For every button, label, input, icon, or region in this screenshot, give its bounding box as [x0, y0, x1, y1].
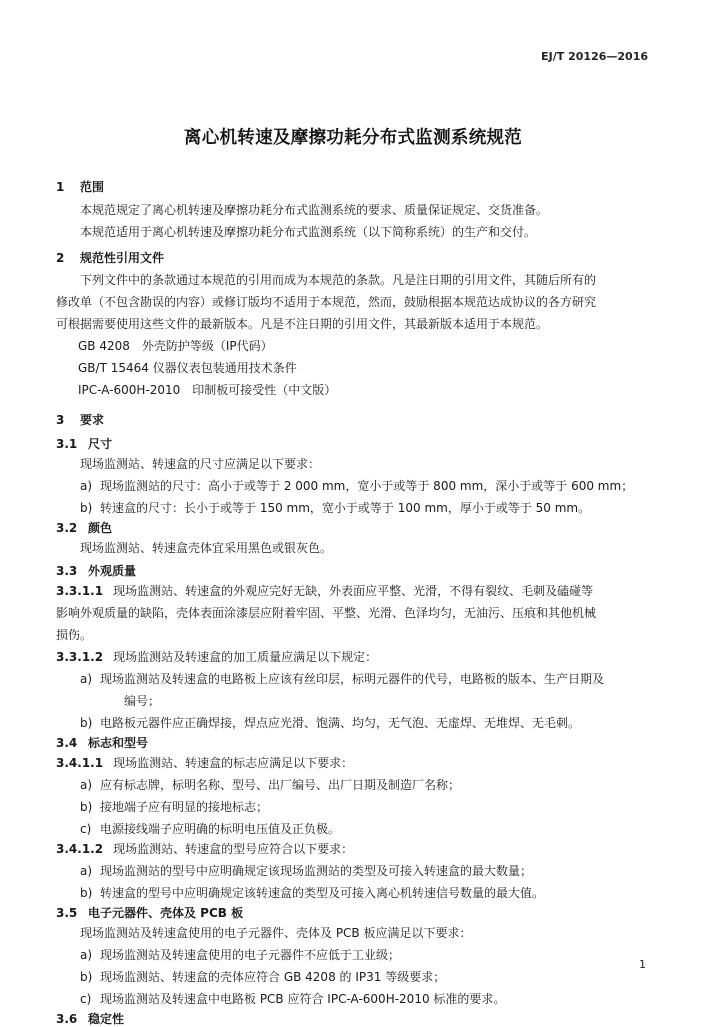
list-item: b) 转速盒的尺寸：长小于或等于 150 mm，宽小于或等于 100 mm，厚小于或等于 50 mm。 [80, 501, 591, 515]
subsection-heading: 3.5 电子元器件、壳体及 PCB 板 [56, 906, 244, 920]
list-item: b) 现场监测站、转速盒的壳体应符合 GB 4208 的 IP31 等级要求； [80, 970, 446, 984]
list-item: a) 现场监测站及转速盒的电路板上应该有丝印层，标明元器件的代号，电路板的版本、生产日期及 [80, 672, 605, 686]
paragraph: 本规范规定了离心机转速及摩擦功耗分布式监测系统的要求、质量保证规定、交货准备。 [80, 203, 549, 217]
list-item: a) 现场监测站的尺寸：高小于或等于 2 000 mm，宽小于或等于 800 mm，深小于或等于 600 mm； [80, 479, 634, 493]
section-heading: 2 规范性引用文件 [56, 251, 165, 265]
section-heading: 3 要求 [56, 413, 105, 427]
clause-line: 损伤。 [56, 628, 93, 642]
subsection-heading: 3.1 尺寸 [56, 437, 113, 451]
reference-item: GB/T 15464 仪器仪表包装通用技术条件 [78, 361, 297, 375]
document-title: 离心机转速及摩擦功耗分布式监测系统规范 [183, 128, 523, 148]
clause-line: 3.3.1.1 现场监测站、转速盒的外观应完好无缺，外表面应平整、光滑，不得有裂纹、毛刺及磕碰等 [56, 584, 594, 598]
page-number: 1 [639, 958, 646, 971]
list-item: b) 接地端子应有明显的接地标志； [80, 800, 269, 814]
list-item: c) 现场监测站及转速盒中电路板 PCB 应符合 IPC-A-600H-2010 标准的要求。 [80, 992, 506, 1006]
list-item-continuation: 编号； [124, 694, 161, 708]
subsection-heading: 3.4 标志和型号 [56, 736, 149, 750]
clause-line: 影响外观质量的缺陷，壳体表面涂漆层应附着牢固、平整、光滑、色泽均匀，无油污、压痕和其他机械 [56, 606, 597, 620]
paragraph-line: 可根据需要使用这些文件的最新版本。凡是不注日期的引用文件，其最新版本适用于本规范。 [56, 317, 549, 331]
list-item: b) 转速盒的型号中应明确规定该转速盒的类型及可接入离心机转速信号数量的最大值。 [80, 886, 545, 900]
list-item: a) 现场监测站的型号中应明确规定该现场监测站的类型及可接入转速盒的最大数量； [80, 864, 533, 878]
paragraph: 本规范适用于离心机转速及摩擦功耗分布式监测系统（以下简称系统）的生产和交付。 [80, 225, 537, 239]
list-item: a) 现场监测站及转速盒使用的电子元器件不应低于工业级； [80, 948, 401, 962]
reference-item: IPC-A-600H-2010 印制板可接受性（中文版） [78, 383, 337, 397]
clause-line: 3.4.1.2 现场监测站、转速盒的型号应符合以下要求： [56, 842, 354, 856]
paragraph: 现场监测站、转速盒的尺寸应满足以下要求： [80, 457, 321, 471]
clause-line: 3.3.1.2 现场监测站及转速盒的加工质量应满足以下规定： [56, 650, 378, 664]
paragraph: 现场监测站及转速盒使用的电子元器件、壳体及 PCB 板应满足以下要求： [80, 926, 472, 940]
subsection-heading: 3.2 颜色 [56, 521, 113, 535]
subsection-heading: 3.3 外观质量 [56, 564, 137, 578]
paragraph-line: 下列文件中的条款通过本规范的引用而成为本规范的条款。凡是注日期的引用文件，其随后所有的 [80, 273, 597, 287]
document-body [56, 178, 656, 1027]
section-heading: 1 范围 [56, 180, 105, 194]
list-item: c) 电源接线端子应明确的标明电压值及正负极。 [80, 822, 341, 836]
reference-item: GB 4208 外壳防护等级（IP代码） [78, 339, 273, 353]
list-item: a) 应有标志牌，标明名称、型号、出厂编号、出厂日期及制造厂名称； [80, 778, 461, 792]
paragraph-line: 修改单（不包含勘误的内容）或修订版均不适用于本规范，然而，鼓励根据本规范达成协议的各方研究 [56, 295, 597, 309]
paragraph: 现场监测站、转速盒壳体宜采用黑色或银灰色。 [80, 541, 333, 555]
list-item: b) 电路板元器件应正确焊接，焊点应光滑、饱满、均匀，无气泡、无虚焊、无堆焊、无毛刺。 [80, 716, 581, 730]
clause-line: 3.4.1.1 现场监测站、转速盒的标志应满足以下要求： [56, 756, 354, 770]
subsection-heading: 3.6 稳定性 [56, 1012, 125, 1026]
standard-code: EJ/T 20126—2016 [541, 50, 648, 63]
